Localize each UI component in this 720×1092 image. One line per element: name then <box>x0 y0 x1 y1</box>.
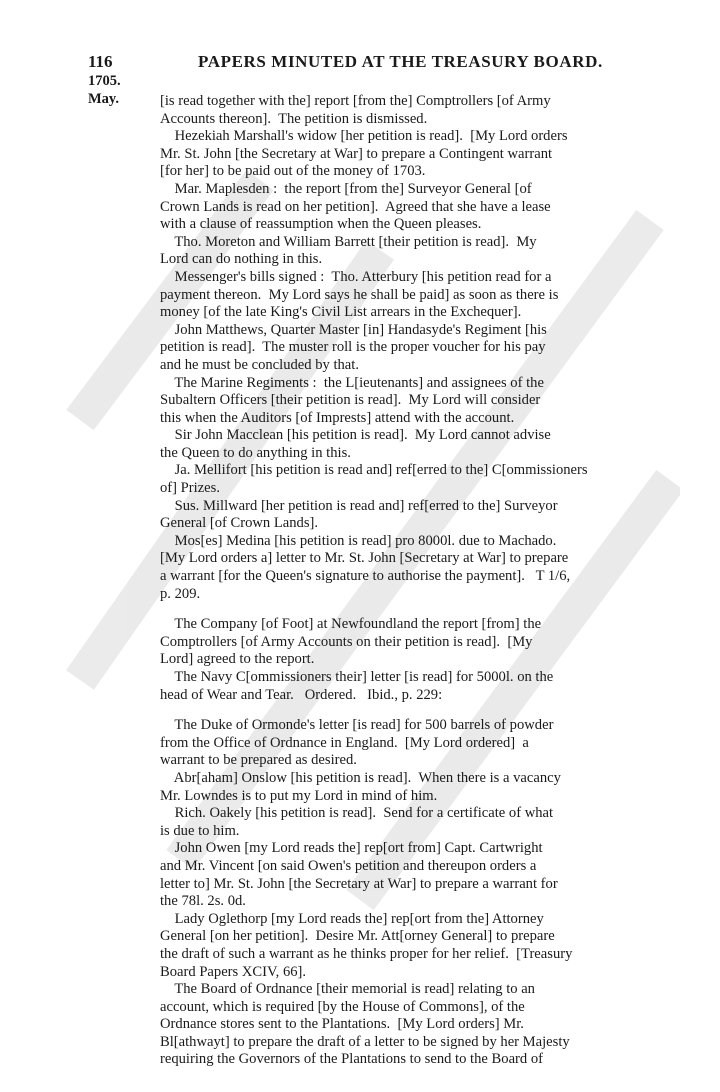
text-line: p. 209. <box>160 585 201 602</box>
text-line: and he must be concluded by that. <box>160 356 359 373</box>
text-line: head of Wear and Tear. Ordered. Ibid., p. 229: <box>160 686 443 703</box>
text-line: Tho. Moreton and William Barrett [their petition is read]. My <box>160 233 537 250</box>
text-line: letter to] Mr. St. John [the Secretary at War] to prepare a warrant for <box>160 875 558 892</box>
text-line: warrant to be prepared as desired. <box>160 752 357 769</box>
text-line: Mos[es] Medina [his petition is read] pro 8000l. due to Machado. <box>160 532 557 549</box>
text-line: The Board of Ordnance [their memorial is read] relating to an <box>160 981 535 998</box>
text-line: [for her] to be paid out of the money of 1703. <box>160 163 426 180</box>
page-header <box>88 52 648 74</box>
text-line: money [of the late King's Civil List arrears in the Exchequer]. <box>160 304 522 321</box>
text-line: the Queen to do anything in this. <box>160 444 351 461</box>
text-line: and Mr. Vincent [on said Owen's petition and thereupon orders a <box>160 857 537 874</box>
text-line: The Navy C[ommissioners their] letter [is read] for 5000l. on the <box>160 669 554 685</box>
text-line: a warrant [for the Queen's signature to authorise the payment]. T 1/6, <box>160 568 571 585</box>
text-line: Rich. Oakely [his petition is read]. Send for a certificate of what <box>160 805 554 822</box>
text-line: of] Prizes. <box>160 480 220 497</box>
text-line: Subaltern Officers [their petition is read]. My Lord will consider <box>160 392 541 409</box>
text-line: the draft of such a warrant as he thinks proper for her relief. [Treasury <box>160 945 573 962</box>
text-line: John Owen [my Lord reads the] rep[ort from] Capt. Cartwright <box>160 840 543 857</box>
text-line: [My Lord orders a] letter to Mr. St. John [Secretary at War] to prepare <box>160 550 569 567</box>
text-line: Hezekiah Marshall's widow [her petition is read]. [My Lord orders <box>160 128 568 145</box>
text-line: with a clause of reassumption when the Queen pleases. <box>160 216 482 233</box>
text-line: Ordnance stores sent to the Plantations. [My Lord orders] Mr. <box>160 1016 524 1033</box>
margin-month: May. <box>88 90 120 107</box>
text-line: General [on her petition]. Desire Mr. Att[orney General] to prepare <box>160 928 555 945</box>
text-line: [is read together with the] report [from the] Comptrollers [of Army <box>160 93 551 109</box>
text-line: Sir John Macclean [his petition is read]. My Lord cannot advise <box>160 427 551 444</box>
text-line: Mr. Lowndes is to put my Lord in mind of him. <box>160 787 438 804</box>
margin-year: 1705. <box>88 73 121 89</box>
text-line: General [of Crown Lands]. <box>160 515 319 532</box>
text-line: petition is read]. The muster roll is the proper voucher for his pay <box>160 339 546 356</box>
text-line: The Duke of Ormonde's letter [is read] for 500 barrels of powder <box>160 717 554 734</box>
running-title: PAPERS MINUTED AT THE TREASURY BOARD. <box>198 52 603 71</box>
text-line: The Company [of Foot] at Newfoundland the report [from] the <box>160 616 542 633</box>
text-line: Mar. Maplesden : the report [from the] Surveyor General [of <box>160 180 532 197</box>
text-line: this when the Auditors [of Imprests] attend with the account. <box>160 409 515 426</box>
text-line: Sus. Millward [her petition is read and] ref[erred to the] Surveyor <box>160 497 558 514</box>
blank-line <box>160 603 648 616</box>
text-line: Ja. Mellifort [his petition is read and] ref[erred to the] C[ommissioners <box>160 462 588 479</box>
text-line: Mr. St. John [the Secretary at War] to prepare a Contingent warrant <box>160 145 553 162</box>
text-line: Lord can do nothing in this. <box>160 251 323 268</box>
text-line: is due to him. <box>160 822 240 839</box>
page-number: 116 <box>88 52 113 71</box>
minutes-text <box>160 93 648 1069</box>
text-line: Bl[athwayt] to prepare the draft of a letter to be signed by her Majesty <box>160 1033 570 1050</box>
text-line: Comptrollers [of Army Accounts on their petition is read]. [My <box>160 633 533 650</box>
text-line: Crown Lands is read on her petition]. Agreed that she have a lease <box>160 198 551 215</box>
text-line: from the Office of Ordnance in England. [My Lord ordered] a <box>160 734 529 751</box>
text-line: payment thereon. My Lord says he shall be paid] as soon as there is <box>160 286 559 303</box>
text-line: Lord] agreed to the report. <box>160 651 315 668</box>
text-line: Lady Oglethorp [my Lord reads the] rep[ort from the] Attorney <box>160 910 544 927</box>
text-line: Board Papers XCIV, 66]. <box>160 963 307 980</box>
text-line: The Marine Regiments : the L[ieutenants] and assignees of the <box>160 374 544 391</box>
text-line: John Matthews, Quarter Master [in] Handasyde's Regiment [his <box>160 321 547 338</box>
text-line: requiring the Governors of the Plantations to send to the Board of <box>160 1051 544 1068</box>
blank-line <box>160 704 648 717</box>
margin-date <box>88 73 148 108</box>
text-line: Abr[aham] Onslow [his petition is read]. When there is a vacancy <box>160 769 561 786</box>
text-line: Messenger's bills signed : Tho. Atterbury [his petition read for a <box>160 268 552 285</box>
text-line: the 78l. 2s. 0d. <box>160 893 246 910</box>
text-line: Accounts thereon]. The petition is dismissed. <box>160 110 428 127</box>
text-line: account, which is required [by the House of Commons], of the <box>160 998 525 1015</box>
